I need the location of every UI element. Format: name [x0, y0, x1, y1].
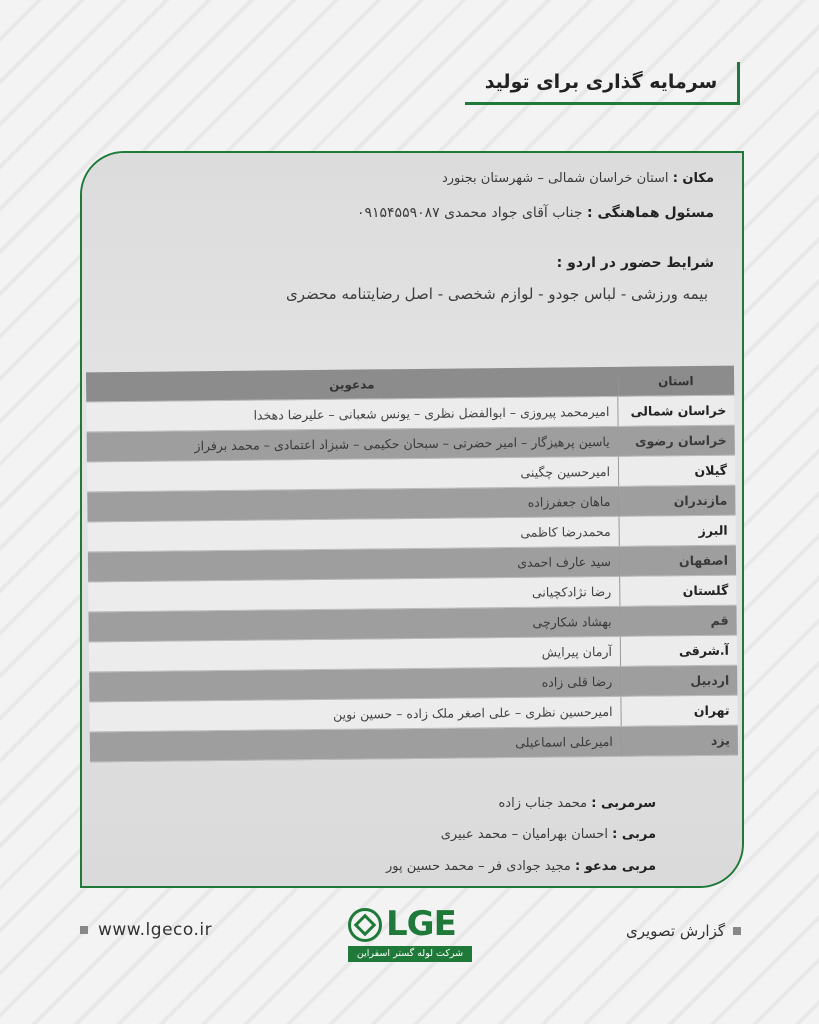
logo-text: LGE: [386, 904, 456, 944]
province-cell: اردبیل: [621, 665, 738, 696]
province-column-header: استان: [617, 366, 734, 397]
conditions-heading: [557, 255, 714, 271]
province-cell: خراسان شمالی: [618, 395, 735, 426]
square-bullet-icon: [80, 926, 88, 934]
coaches-value: احسان بهرامیان – محمد عبیری: [440, 827, 608, 842]
table-row: [90, 725, 738, 762]
invitees-table: [86, 366, 738, 763]
location-label: مکان :: [672, 171, 714, 186]
page-header: [465, 62, 740, 105]
province-cell: مازندران: [619, 485, 736, 516]
header-title: سرمایه گذاری برای تولید: [484, 71, 718, 93]
names-cell: امیرمحمد پیروزی – ابوالفضل نظری – یونس شعبانی – علیرضا دهخدا: [86, 396, 618, 432]
names-cell: محمدرضا کاظمی: [88, 516, 620, 552]
province-cell: گلستان: [620, 575, 737, 606]
head-coach-line: [498, 796, 656, 811]
report-label: گزارش تصویری: [625, 922, 725, 940]
coordinator-line: [357, 205, 714, 221]
province-cell: اصفهان: [619, 545, 736, 576]
province-cell: آ.شرقی: [620, 635, 737, 666]
invited-coach-value: مجید جوادی فر – محمد حسین پور: [385, 859, 571, 874]
location-line: [442, 171, 714, 186]
province-cell: خراسان رضوی: [618, 425, 735, 456]
names-cell: ماهان جعفرزاده: [87, 486, 619, 522]
document-photo: [82, 153, 742, 886]
square-bullet-icon: [733, 927, 741, 935]
names-cell: بهشاد شکارچی: [88, 606, 620, 642]
province-cell: قم: [620, 605, 737, 636]
coaches-label: مربی :: [612, 827, 656, 842]
coordinator-label: مسئول هماهنگی :: [587, 205, 714, 221]
website-footer: [80, 920, 212, 940]
report-footer: [626, 922, 741, 940]
province-cell: یزد: [621, 725, 738, 756]
invited-coach-line: [386, 859, 656, 874]
names-cell: امیرحسین نظری – علی اصغر ملک زاده – حسین نوین: [89, 696, 621, 732]
coordinator-value: جناب آقای جواد محمدی ۰۹۱۵۴۵۵۹۰۸۷: [356, 205, 583, 221]
conditions-value: بیمه ورزشی - لباس جودو - لوازم شخصی - اصل رضایتنامه محضری: [285, 285, 708, 303]
logo-emblem-icon: [348, 908, 382, 942]
names-cell: رضا نژادکچیانی: [88, 576, 620, 612]
names-cell: امیرعلی اسماعیلی: [90, 726, 622, 762]
photo-frame: [80, 151, 744, 888]
province-cell: تهران: [621, 695, 738, 726]
names-cell: امیرحسین چگینی: [87, 456, 619, 492]
province-cell: گیلان: [618, 455, 735, 486]
invited-coach-label: مربی مدعو :: [574, 859, 656, 874]
company-logo: [348, 904, 472, 962]
location-value: استان خراسان شمالی – شهرستان بجنورد: [441, 171, 669, 186]
coaches-line: [441, 827, 656, 842]
names-cell: آرمان پیرایش: [89, 636, 621, 672]
head-coach-value: محمد جناب زاده: [498, 796, 588, 811]
head-coach-label: سرمربی :: [591, 796, 656, 811]
website-link[interactable]: www.lgeco.ir: [98, 920, 213, 940]
logo-subtitle: شرکت لوله گستر اسفراین: [348, 946, 472, 962]
names-cell: رضا قلی زاده: [89, 666, 621, 702]
names-cell: یاسین پرهیزگار – امیر حضرتی – سبحان حکیمی – شبزاد اعتمادی – محمد برفراز: [87, 426, 619, 462]
conditions-label: شرایط حضور در اردو :: [556, 255, 714, 271]
conditions-line: [286, 285, 708, 303]
invitees-column-header: مدعوین: [86, 367, 618, 402]
names-cell: سید عارف احمدی: [88, 546, 620, 582]
province-cell: البرز: [619, 515, 736, 546]
